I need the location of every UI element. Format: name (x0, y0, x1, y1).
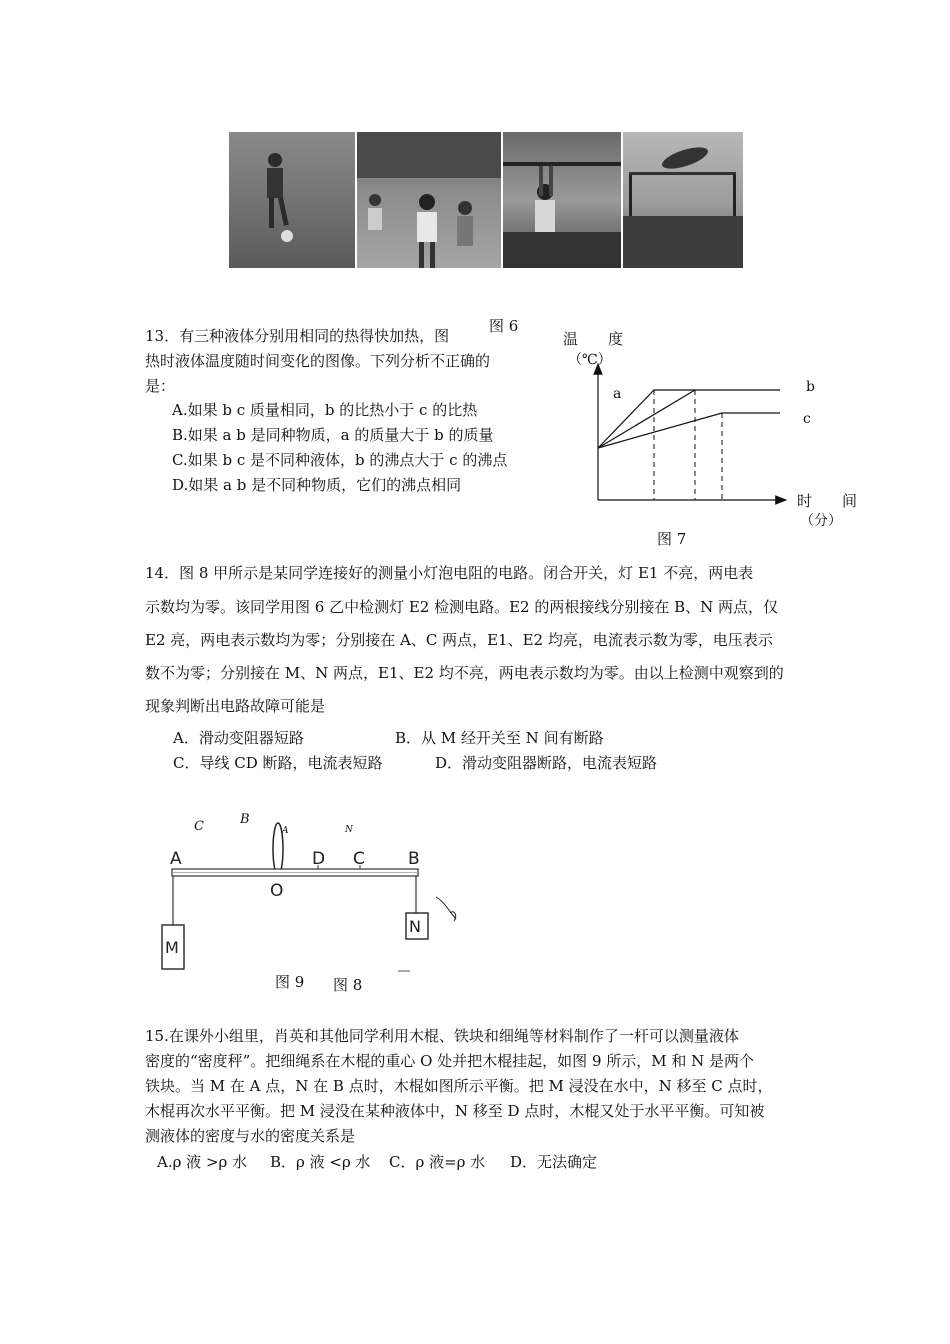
q15-line-3: 铁块。当 M 在 A 点，N 在 B 点时，木棍如图所示平衡。把 M 浸没在水中，N 移至 C 点时， (145, 1077, 773, 1095)
photo-soccer (229, 132, 355, 268)
q14-line-5: 现象判断出电路故障可能是 (145, 697, 326, 715)
q14-option-a: A．滑动变阻器短路 (173, 729, 304, 747)
x-unit: （分） (800, 513, 842, 529)
runners-silhouette (357, 132, 501, 268)
point-d-label: D (312, 849, 326, 869)
q14-line-2: 示数均为零。该同学用图 6 乙中检测灯 E2 检测电路。E2 的两根接线分别接在 B、N 两点，仅 (145, 598, 779, 616)
q14-line-4: 数不为零；分别接在 M、N 两点，E1、E2 均不亮，两电表示数均为零。由以上检测中观察到的 (145, 664, 784, 682)
point-b-label: B (408, 849, 420, 869)
figure8-caption-overlap: 图 8 (333, 976, 363, 994)
photo-running (357, 132, 501, 268)
high-jump-silhouette (623, 132, 743, 268)
y-label: 温 度 (563, 330, 624, 348)
figure7-graph (560, 320, 880, 550)
q13-line-1: 13．有三种液体分别用相同的热得快加热，图 (145, 327, 450, 345)
q15-option-a: A.ρ 液 >ρ 水 (157, 1153, 248, 1171)
q14-line-1: 14．图 8 甲所示是某同学连接好的测量小灯泡电阻的电路。闭合开关，灯 E1 不亮，两电表 (145, 564, 754, 582)
series-a-label: a (613, 386, 622, 402)
q15-option-b: B．ρ 液 <ρ 水 (270, 1153, 371, 1171)
point-c-label: C (353, 849, 365, 869)
stray-c: C (194, 819, 204, 834)
figure6-photo-strip (229, 132, 743, 268)
x-label: 时 间 (797, 492, 858, 510)
figure7-caption: 图 7 (657, 530, 687, 548)
stray-b: B (240, 812, 250, 827)
figure9-lever-diagram (150, 805, 470, 1000)
pullup-silhouette (503, 132, 621, 268)
stray-curve (436, 897, 456, 921)
q13-option-c: C.如果 b c 是不同种液体，b 的沸点大于 c 的沸点 (172, 451, 508, 469)
series-c-label: c (803, 411, 811, 427)
q13-option-a: A.如果 b c 质量相同，b 的比热小于 c 的比热 (172, 401, 478, 419)
q14-line-3: E2 亮，两电表示数均为零；分别接在 A、C 两点，E1、E2 均亮，电流表示数为零，电压表示 (145, 631, 773, 649)
q13-line-3: 是： (145, 377, 176, 395)
q15-option-c: C．ρ 液=ρ 水 (389, 1153, 486, 1171)
q14-option-d: D．滑动变阻器断路，电流表短路 (435, 754, 658, 772)
photo-high-jump (623, 132, 743, 268)
q14-option-c: C．导线 CD 断路，电流表短路 (173, 754, 383, 772)
block-m-label: M (165, 938, 179, 957)
series-b-label: b (806, 379, 815, 395)
q13-line-2: 热时液体温度随时间变化的图像。下列分析不正确的 (145, 352, 491, 370)
q13-option-b: B.如果 a b 是同种物质，a 的质量大于 b 的质量 (172, 426, 494, 444)
point-o-label: O (270, 881, 284, 901)
soccer-player-silhouette (229, 132, 355, 268)
q15-option-d: D．无法确定 (510, 1153, 598, 1171)
series-c-line (598, 413, 780, 448)
figure9-caption: 图 9 (275, 973, 305, 991)
q14-option-b: B．从 M 经开关至 N 间有断路 (395, 729, 604, 747)
block-n-label: N (409, 917, 421, 936)
q13-option-d: D.如果 a b 是不同种物质，它们的沸点相同 (172, 476, 462, 494)
figure6-caption: 图 6 (489, 317, 519, 335)
stray-n: N (345, 825, 353, 835)
hanging-string (273, 823, 283, 875)
q15-line-5: 测液体的密度与水的密度关系是 (145, 1127, 356, 1145)
q15-line-1: 15.在课外小组里，肖英和其他同学利用木棍、铁块和细绳等材料制作了一杆可以测量液体 (145, 1027, 739, 1045)
stray-a: A (282, 826, 289, 836)
y-unit: （℃） (568, 352, 612, 368)
q15-line-4: 木棍再次水平平衡。把 M 浸没在某种液体中，N 移至 D 点时，木棍又处于水平平衡。可知被 (145, 1102, 765, 1120)
photo-pullup (503, 132, 621, 268)
series-a-line (598, 390, 780, 448)
point-a-label: A (170, 849, 182, 869)
q15-line-2: 密度的“密度秤”。把细绳系在木棍的重心 O 处并把木棍挂起，如图 9 所示，M 和 N 是两个 (145, 1052, 755, 1070)
